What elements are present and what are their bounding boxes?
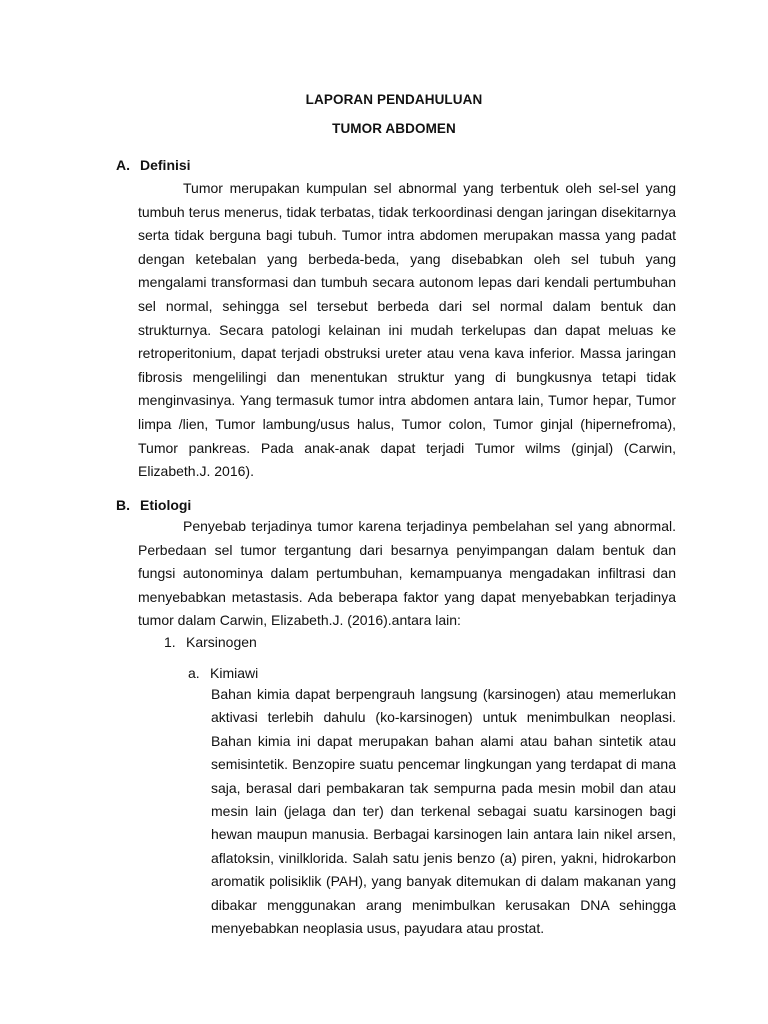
document-title: LAPORAN PENDAHULUAN bbox=[305, 92, 483, 107]
section-a-title: Definisi bbox=[140, 157, 191, 173]
etiologi-paragraph: Penyebab terjadinya tumor karena terjadinya pembelahan sel yang abnormal. Perbedaan sel tumor tergantung dari besarnya penyimpangan dalam bentuk dan fungsi autonominya dalam pertumbuhan, kemampuanya mengadakan infiltrasi dan menyebabkan metastasis. Ada beberapa faktor yang dapat menyebabkan terjadinya tumor dalam Carwin, Elizabeth.J. (2016).antara lain: bbox=[138, 518, 676, 629]
list-item-label: Karsinogen bbox=[186, 634, 257, 650]
sublist-item-label: Kimiawi bbox=[210, 665, 259, 681]
list-item-karsinogen bbox=[164, 634, 257, 650]
section-a-heading bbox=[116, 157, 191, 173]
section-b-title: Etiologi bbox=[140, 497, 192, 513]
section-a-label: A. bbox=[116, 157, 130, 173]
document-subtitle: TUMOR ABDOMEN bbox=[332, 121, 456, 136]
section-b-heading bbox=[116, 497, 191, 513]
sublist-item-letter: a. bbox=[188, 665, 200, 681]
sublist-item-kimiawi bbox=[188, 665, 258, 681]
list-item-number: 1. bbox=[164, 634, 176, 650]
kimiawi-paragraph: Bahan kimia dapat berpengrauh langsung (karsinogen) atau memerlukan aktivasi terlebih dahulu (ko-karsinogen) untuk menimbulkan neoplasi. Bahan kimia ini dapat merupakan bahan alami atau bahan sintetik atau semisintetik. Benzopire suatu pencemar lingkungan yang terdapat di mana saja, berasal dari pembakaran tak sempurna pada mesin mobil dan atau mesin lain (jelaga dan ter) dan terkenal sebagai suatu karsinogen bagi hewan maupun manusia. Berbagai karsinogen lain antara lain nikel arsen, aflatoksin, vinilklorida. Salah satu jenis benzo (a) piren, yakni, hidrokarbon aromatik polisiklik (PAH), yang banyak ditemukan di dalam makanan yang dibakar menggunakan arang menimbulkan kerusakan DNA sehingga menyebabkan neoplasia usus, payudara atau prostat. bbox=[211, 686, 676, 937]
section-b-label: B. bbox=[116, 497, 130, 513]
definisi-paragraph: Tumor merupakan kumpulan sel abnormal yang terbentuk oleh sel-sel yang tumbuh terus menerus, tidak terbatas, tidak terkoordinasi dengan jaringan disekitarnya serta tidak berguna bagi tubuh. Tumor intra abdomen merupakan massa yang padat dengan ketebalan yang berbeda-beda, yang disebabkan oleh sel tubuh yang mengalami transformasi dan tumbuh secara autonom lepas dari kendali pertumbuhan sel normal, sehingga sel tersebut berbeda dari sel normal dalam bentuk dan strukturnya. Secara patologi kelainan ini mudah terkelupas dan dapat meluas ke retroperitonium, dapat terjadi obstruksi ureter atau vena kava inferior. Massa jaringan fibrosis mengelilingi dan menentukan struktur yang di bungkusnya tetapi tidak menginvasinya. Yang termasuk tumor intra abdomen antara lain, Tumor hepar, Tumor limpa /lien, Tumor lambung/usus halus, Tumor colon, Tumor ginjal (hipernefroma), Tumor pankreas. Pada anak-anak dapat terjadi Tumor wilms (ginjal) (Carwin, Elizabeth.J. 2016). bbox=[138, 180, 676, 480]
